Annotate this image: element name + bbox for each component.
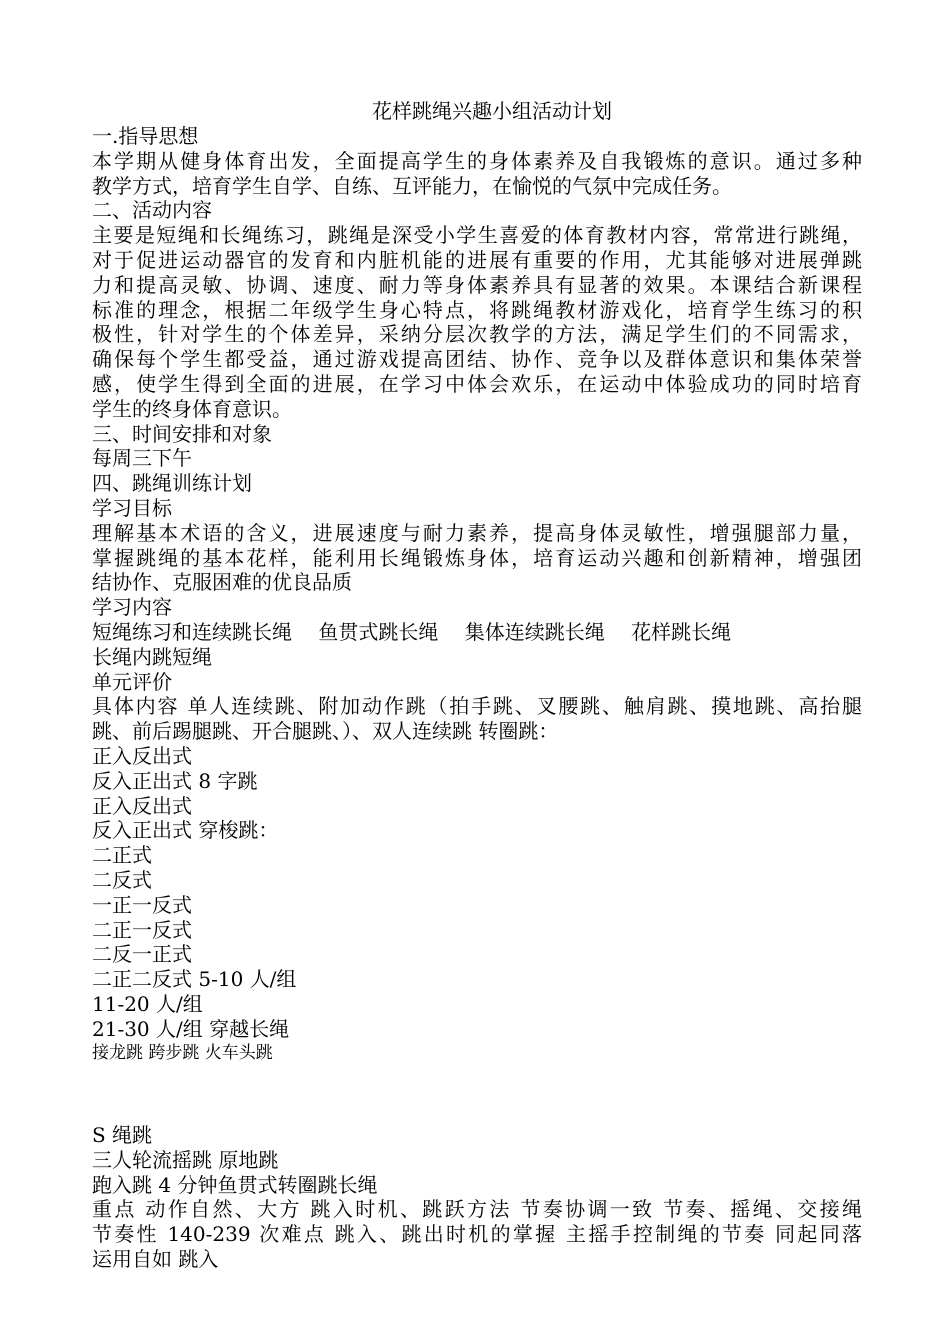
text-line: 重点 动作自然、大方 跳入时机、跳跃方法 节奏协调一致 节奏、摇绳、交接绳 <box>92 1197 862 1222</box>
text-line: 21-30 人/组 穿越长绳 <box>92 1016 290 1041</box>
text-line: 理解基本术语的含义，进展速度与耐力素养，提高身体灵敏性，增强腿部力量， <box>92 520 862 545</box>
text-line: 接龙跳 跨步跳 火车头跳 <box>92 1043 273 1064</box>
text-line: 学生的终身体育意识。 <box>92 396 292 421</box>
text-line: 具体内容 单人连续跳、附加动作跳（拍手跳、叉腰跳、触肩跳、摸地跳、高抬腿 <box>92 694 862 719</box>
text-line: 单元评价 <box>92 669 172 694</box>
text-line: 每周三下午 <box>92 446 192 471</box>
document-title: 花样跳绳兴趣小组活动计划 <box>372 99 612 123</box>
text-line: 极性，针对学生的个体差异，采纳分层次教学的方法，满足学生们的不同需求， <box>92 322 862 347</box>
text-line: 三、时间安排和对象 <box>92 421 272 446</box>
document-body <box>92 124 862 1272</box>
text-line: 跳、前后踢腿跳、开合腿跳、）、双人连续跳 转圈跳： <box>92 719 559 744</box>
text-line: 一正一反式 <box>92 892 192 917</box>
document-page <box>92 98 862 1272</box>
text-line: 二反一正式 <box>92 942 192 967</box>
text-line: 二反式 <box>92 867 152 892</box>
text-line: 二、活动内容 <box>92 198 212 223</box>
text-line: 正入反出式 <box>92 743 192 768</box>
text-line: 反入正出式 穿梭跳： <box>92 818 279 843</box>
text-line: 掌握跳绳的基本花样，能利用长绳锻炼身体，培育运动兴趣和创新精神，增强团 <box>92 545 862 570</box>
text-line: 学习内容 <box>92 595 172 620</box>
text-line: 正入反出式 <box>92 793 192 818</box>
text-line: 确保每个学生都受益，通过游戏提高团结、协作、竞争以及群体意识和集体荣誉 <box>92 347 862 372</box>
text-line: 三人轮流摇跳 原地跳 <box>92 1147 279 1172</box>
text-line: 结协作、克服困难的优良品质 <box>92 570 352 595</box>
text-line: 跑入跳 4 分钟鱼贯式转圈跳长绳 <box>92 1172 378 1197</box>
text-line: 短绳练习和连续跳长绳 鱼贯式跳长绳 集体连续跳长绳 花样跳长绳 <box>92 619 732 644</box>
text-line: 节奏性 140-239 次难点 跳入、跳出时机的掌握 主摇手控制绳的节奏 同起同落 <box>92 1222 862 1247</box>
text-line: 长绳内跳短绳 <box>92 644 212 669</box>
text-line: 11-20 人/组 <box>92 991 203 1016</box>
blank-line <box>92 1082 862 1107</box>
text-line: 本学期从健身体育出发，全面提高学生的身体素养及自我锻炼的意识。通过多种 <box>92 148 862 173</box>
text-line: 运用自如 跳入 <box>92 1247 219 1272</box>
text-line: 二正一反式 <box>92 917 192 942</box>
text-line: 教学方式，培育学生自学、自练、互评能力，在愉悦的气氛中完成任务。 <box>92 173 732 198</box>
text-line: 感，使学生得到全面的进展，在学习中体会欢乐，在运动中体验成功的同时培育 <box>92 371 862 396</box>
text-line: 学习目标 <box>92 495 172 520</box>
text-line: 一.指导思想 <box>92 124 199 148</box>
text-line: 对于促进运动器官的发育和内脏机能的进展有重要的作用，尤其能够对进展弹跳 <box>92 247 862 272</box>
text-line: 主要是短绳和长绳练习，跳绳是深受小学生喜爱的体育教材内容，常常进行跳绳， <box>92 223 862 248</box>
text-line: 二正式 <box>92 843 152 868</box>
text-line: 反入正出式 8 字跳 <box>92 768 258 793</box>
text-line: 四、跳绳训练计划 <box>92 471 252 496</box>
text-line: 二正二反式 5-10 人/组 <box>92 967 297 992</box>
text-line: 力和提高灵敏、协调、速度、耐力等身体素养具有显著的效果。本课结合新课程 <box>92 272 862 297</box>
text-line: 标准的理念，根据二年级学生身心特点，将跳绳教材游戏化，培育学生练习的积 <box>92 297 862 322</box>
text-line: S 绳跳 <box>92 1123 153 1148</box>
